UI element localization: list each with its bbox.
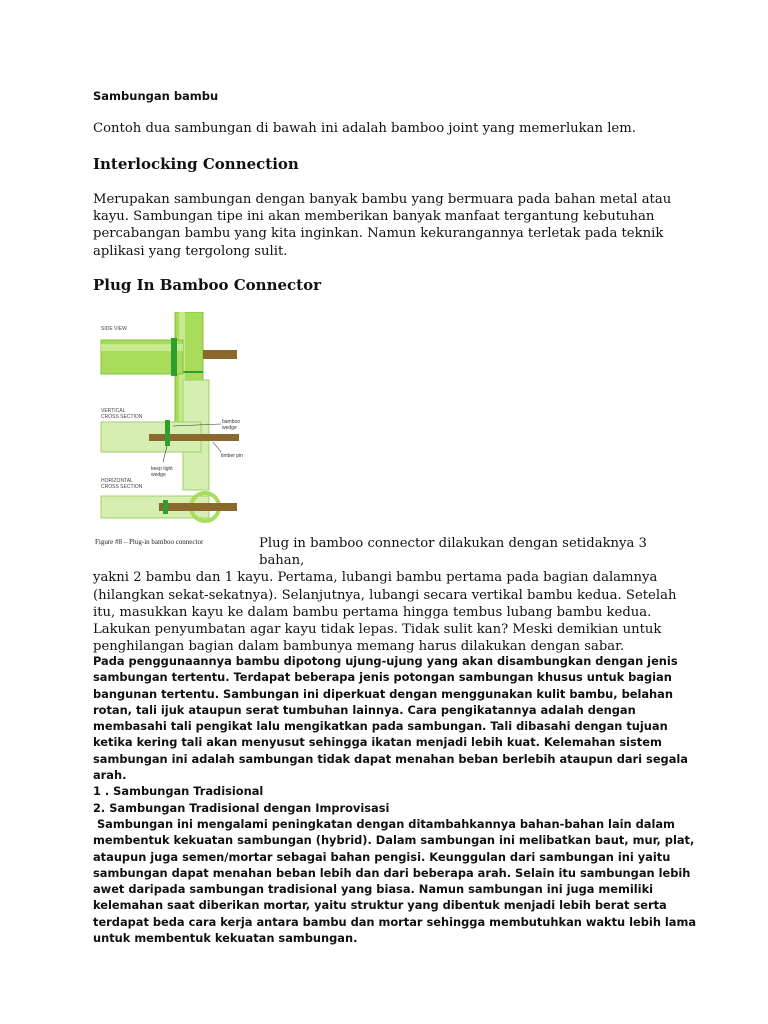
- list-item-2: 2. Sambungan Tradisional dengan Improvisasi: [93, 800, 390, 815]
- label-keep-tight-1: keep tight: [151, 466, 173, 472]
- label-bamboo-1: bamboo: [222, 419, 241, 425]
- bamboo-band: [171, 338, 177, 376]
- tradisional-section: [93, 653, 711, 946]
- label-timber-pin: timber pin: [221, 453, 243, 459]
- bamboo-wedge: [165, 420, 170, 446]
- timber-pin-side: [203, 350, 237, 359]
- plug-in-paragraph-rest: yakni 2 bambu dan 1 kayu. Pertama, lubangi bambu pertama pada bagian dalamnya (hilangkan sekat-sekatnya). Selanjutnya, lubangi secara vertikal bambu kedua. Setelah itu, masukkan kayu ke dalam bambu pertama hingga tembus lubang bambu kedua. Lakukan penyumbatan agar kayu tidak lepas. Tidak sulit kan? Meski demikian untuk penghilangan bagian dalam bambunya memang harus dilakukan dengan sabar.: [93, 570, 677, 655]
- interlocking-heading: Interlocking Connection: [93, 155, 299, 173]
- label-bamboo-2: wedge: [222, 425, 237, 431]
- list-item-1: 1 . Sambungan Tradisional: [93, 784, 264, 799]
- plug-in-paragraph: [93, 535, 693, 655]
- label-vertical-2: CROSS SECTION: [101, 414, 143, 420]
- wedge-horizontal: [163, 500, 168, 514]
- label-horizontal-2: CROSS SECTION: [101, 484, 143, 490]
- label-keep-tight-2: wedge: [151, 472, 166, 478]
- leader-timber-pin: [213, 442, 221, 452]
- document-label: Sambungan bambu: [93, 89, 219, 103]
- intro-paragraph: Contoh dua sambungan di bawah ini adalah bamboo joint yang memerlukan lem.: [93, 121, 636, 136]
- label-horizontal-1: HORIZONTAL: [101, 478, 133, 484]
- interlocking-paragraph: Merupakan sambungan dengan banyak bambu yang bermuara pada bahan metal atau kayu. Sambungan tipe ini akan memberikan banyak manfaat tergantung kebutuhan percabangan bambu yang kita inginkan. Namun kekurangannya terletak pada teknik aplikasi yang tergolong sulit.: [93, 192, 672, 259]
- plug-in-heading: Plug In Bamboo Connector: [93, 276, 321, 294]
- label-side-view: SIDE VIEW: [101, 326, 127, 332]
- horizontal-bamboo-highlight: [101, 344, 183, 351]
- tradisional-paragraph-1: Pada penggunaannya bambu dipotong ujung-ujung yang akan disambungkan dengan jenis sambungan tertentu. Terdapat beberapa jenis potongan sambungan khusus untuk bagian bangunan tertentu. Sambungan ini diperkuat dengan menggunakan kulit bambu, belahan rotan, tali ijuk ataupun serat tumbuhan lainnya. Cara pengikatannya adalah dengan membasahi tali pengikat lalu mengikatkan pada sambungan. Tali dibasahi dengan tujuan ketika kering tali akan menyusut sehingga ikatan menjadi lebih kuat. Kelemahan sistem sambungan ini adalah sambungan tidak dapat menahan beban berlebih ataupun dari segala arah.: [93, 654, 688, 783]
- plug-in-connector-figure: [93, 312, 253, 550]
- figure-caption: Figure #8 – Plug-in bamboo connector: [95, 538, 204, 546]
- timber-pin-horizontal: [159, 503, 237, 511]
- label-vertical-1: VERTICAL: [101, 408, 126, 414]
- tradisional-paragraph-2: Sambungan ini mengalami peningkatan dengan ditambahkannya bahan-bahan lain dalam membentuk kekuatan sambungan (hybrid). Dalam sambungan ini melibatkan baut, mur, plat, ataupun juga semen/mortar sebagai bahan pengisi. Keunggulan dari sambungan ini yaitu sambungan dapat menahan beban lebih dan dari beberapa arah. Selain itu sambungan lebih awet daripada sambungan tradisional yang biasa. Namun sambungan ini juga memiliki kelemahan saat diberikan mortar, yaitu struktur yang dibentuk menjadi lebih berat serta terdapat beda cara kerja antara bambu dan mortar sehingga membutuhkan waktu lebih lama untuk membentuk kekuatan sambungan.: [93, 816, 701, 946]
- plug-in-paragraph-first-line: Plug in bamboo connector dilakukan dengan setidaknya 3 bahan,: [259, 536, 647, 569]
- timber-pin-section: [149, 434, 239, 441]
- plug-in-connector-diagram: [93, 312, 253, 550]
